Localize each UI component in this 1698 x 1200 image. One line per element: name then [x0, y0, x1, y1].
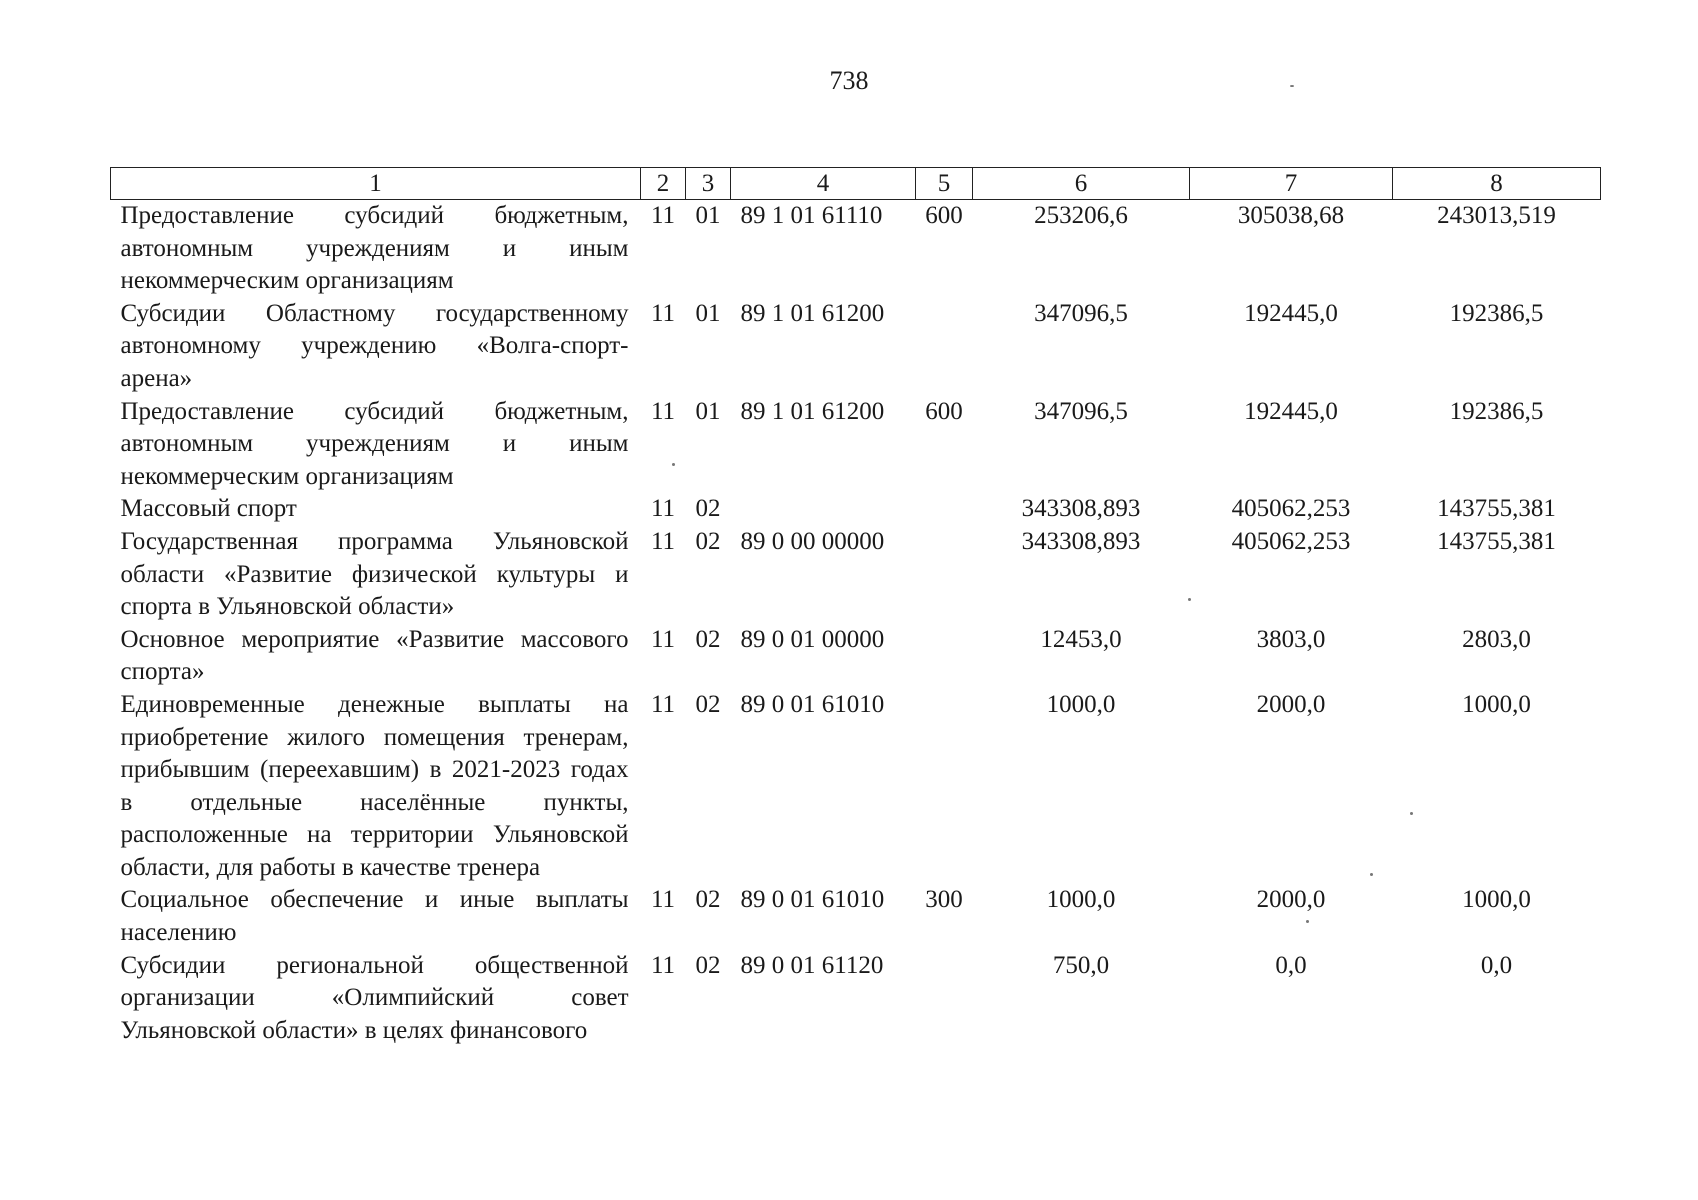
row-subsection: 02 — [695, 495, 721, 523]
row-amount-col8: 192386,5 — [1449, 397, 1544, 425]
row-target-code: 89 0 01 61010 — [740, 886, 885, 914]
row-subsection: 01 — [695, 299, 721, 327]
row-section: 11 — [650, 886, 676, 914]
row-amount-col6: 1000,0 — [1046, 690, 1116, 718]
row-subsection: 01 — [695, 397, 721, 425]
row-amount-col7: 405062,253 — [1231, 527, 1351, 555]
row-amount-col6: 343308,893 — [1021, 495, 1141, 523]
row-expense-type: 600 — [925, 397, 963, 425]
row-section: 11 — [650, 495, 676, 523]
row-name: Субсидии региональной общественной организации «Олимпийский совет Ульяновской области» в целях финансового — [120, 951, 629, 1044]
table-row — [111, 493, 1601, 526]
row-amount-col7: 2000,0 — [1256, 690, 1326, 718]
row-amount-col6: 12453,0 — [1040, 625, 1122, 653]
row-amount-col6: 750,0 — [1052, 951, 1110, 979]
header-col-7: 7 — [1190, 168, 1393, 200]
row-subsection: 02 — [695, 951, 721, 979]
row-amount-col6: 1000,0 — [1046, 886, 1116, 914]
scan-speck — [1410, 812, 1413, 815]
table-row — [111, 396, 1601, 494]
table-row — [111, 884, 1601, 949]
row-amount-col6: 347096,5 — [1034, 397, 1128, 425]
row-name: Государственная программа Ульяновской области «Развитие физической культуры и спорта в Ульяновской области» — [120, 527, 629, 621]
row-amount-col7: 192445,0 — [1244, 397, 1338, 425]
row-expense-type: 300 — [925, 886, 963, 914]
row-section: 11 — [650, 202, 676, 229]
row-expense-type — [916, 689, 973, 885]
budget-table — [110, 167, 1601, 1047]
header-col-4: 4 — [731, 168, 916, 200]
row-amount-col8: 143755,381 — [1437, 495, 1556, 523]
header-col-2: 2 — [641, 168, 686, 200]
table-row — [111, 526, 1601, 624]
row-section: 11 — [650, 397, 676, 425]
row-amount-col6: 347096,5 — [1034, 299, 1128, 327]
row-subsection: 02 — [695, 886, 721, 914]
row-name: Единовременные денежные выплаты на приобретение жилого помещения тренерам, прибывшим (переехавшим) в 2021-2023 годах в отдельные населённые пункты, расположенные на территории Ульяновской области, для работы в качестве тренера — [120, 690, 629, 881]
row-section: 11 — [650, 527, 676, 555]
row-expense-type: 600 — [925, 202, 963, 229]
header-col-3: 3 — [686, 168, 731, 200]
row-expense-type — [916, 950, 973, 1048]
row-amount-col8: 243013,519 — [1437, 202, 1556, 229]
table-row — [111, 689, 1601, 885]
row-amount-col8: 143755,381 — [1437, 527, 1556, 555]
table-row — [111, 624, 1601, 689]
row-amount-col8: 2803,0 — [1462, 625, 1531, 653]
row-name: Субсидии Областному государственному автономному учреждению «Волга-спорт-арена» — [120, 299, 629, 392]
row-amount-col8: 1000,0 — [1462, 690, 1531, 718]
row-section: 11 — [650, 625, 676, 653]
row-subsection: 02 — [695, 625, 721, 653]
row-target-code: 89 1 01 61110 — [740, 202, 883, 229]
row-subsection: 02 — [695, 527, 721, 555]
row-name: Основное мероприятие «Развитие массового спорта» — [120, 625, 629, 686]
header-col-8: 8 — [1393, 168, 1601, 200]
header-col-1: 1 — [111, 168, 641, 200]
row-expense-type — [916, 526, 973, 624]
row-amount-col7: 2000,0 — [1256, 886, 1326, 914]
row-amount-col8: 0,0 — [1480, 951, 1513, 979]
row-target-code — [731, 493, 916, 526]
row-section: 11 — [650, 690, 676, 718]
row-name: Предоставление субсидий бюджетным, автономным учреждениям и иным некоммерческим организациям — [120, 397, 629, 490]
row-name: Социальное обеспечение и иные выплаты населению — [120, 886, 629, 947]
row-target-code: 89 0 01 61010 — [740, 690, 885, 718]
row-subsection: 02 — [695, 690, 721, 718]
row-name: Предоставление субсидий бюджетным, автономным учреждениям и иным некоммерческим организациям — [120, 202, 629, 295]
header-col-6: 6 — [973, 168, 1190, 200]
row-expense-type — [916, 493, 973, 526]
row-target-code: 89 1 01 61200 — [740, 299, 885, 327]
row-amount-col6: 253206,6 — [1034, 202, 1128, 229]
row-expense-type — [916, 298, 973, 396]
scan-speck — [1290, 85, 1294, 87]
row-section: 11 — [650, 951, 676, 979]
row-amount-col7: 3803,0 — [1256, 625, 1326, 653]
header-col-5: 5 — [916, 168, 973, 200]
row-subsection: 01 — [695, 202, 721, 229]
row-amount-col8: 1000,0 — [1462, 886, 1531, 914]
scan-speck — [1188, 598, 1191, 601]
scan-speck — [672, 463, 675, 466]
row-amount-col6: 343308,893 — [1021, 527, 1141, 555]
row-amount-col7: 305038,68 — [1237, 202, 1345, 229]
table-row — [111, 200, 1601, 298]
row-expense-type — [916, 624, 973, 689]
table-row — [111, 298, 1601, 396]
row-target-code: 89 0 01 00000 — [740, 625, 885, 653]
table-row — [111, 950, 1601, 1048]
row-section: 11 — [650, 299, 676, 327]
row-target-code: 89 0 00 00000 — [740, 527, 885, 555]
row-amount-col8: 192386,5 — [1449, 299, 1544, 327]
page-number: 738 — [829, 66, 869, 95]
scan-speck — [1370, 873, 1373, 876]
scan-speck — [1306, 920, 1309, 923]
row-amount-col7: 192445,0 — [1244, 299, 1338, 327]
row-amount-col7: 0,0 — [1275, 951, 1307, 979]
header-row — [111, 168, 1601, 200]
row-amount-col7: 405062,253 — [1231, 495, 1351, 523]
row-target-code: 89 0 01 61120 — [740, 951, 884, 979]
row-name: Массовый спорт — [120, 495, 297, 523]
row-target-code: 89 1 01 61200 — [740, 397, 885, 425]
